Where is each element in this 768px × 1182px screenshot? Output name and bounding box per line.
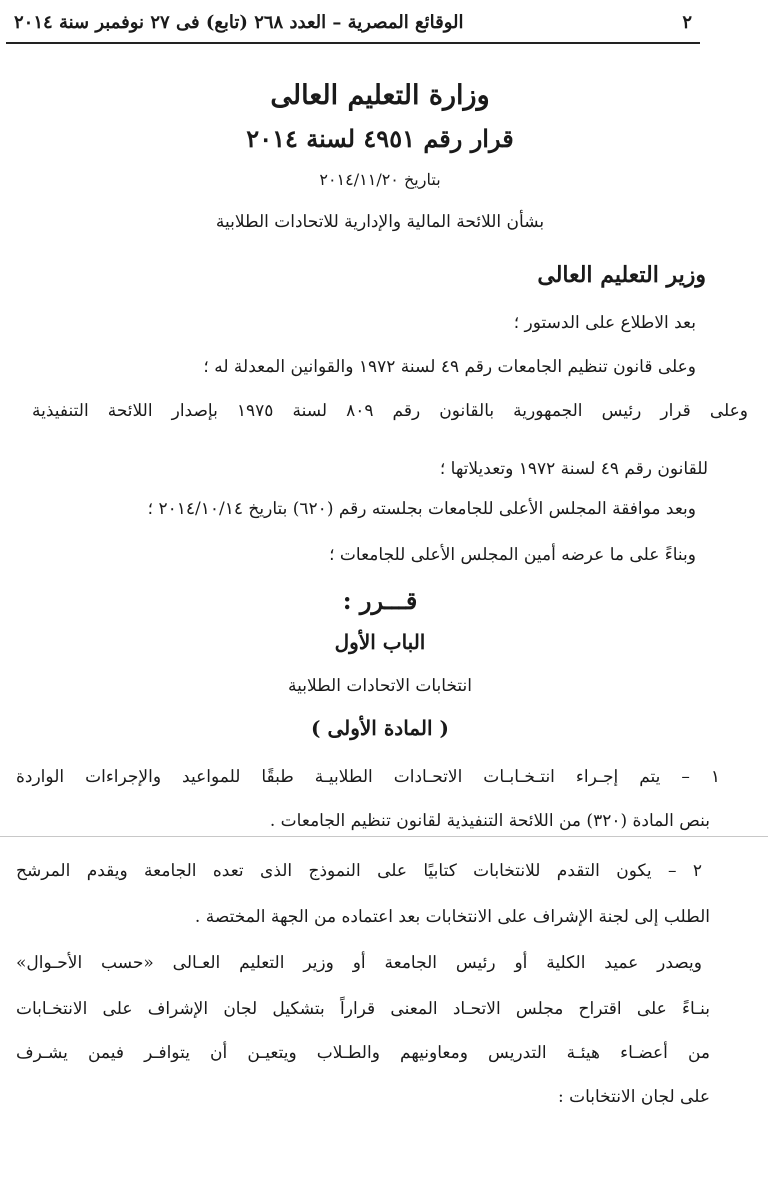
ministry-title: وزارة التعليم العالى: [270, 80, 490, 111]
clause-3-line: بنـاءً على اقتراح مجلس الاتحـاد المعنى قراراً بتشكيل لجان الإشراف على الانتخـابات: [16, 999, 710, 1019]
part-subtitle: انتخابات الاتحادات الطلابية: [287, 676, 473, 696]
part-title: الباب الأول: [334, 630, 426, 654]
minister-heading: وزير التعليم العالى: [537, 262, 706, 288]
publication-line: الوقائع المصرية – العدد ٢٦٨ (تابع) فى ٢٧ نوفمبر سنة ٢٠١٤: [14, 11, 464, 33]
preamble-line: وعلى قانون تنظيم الجامعات رقم ٤٩ لسنة ١٩٧٢ والقوانين المعدلة له ؛: [203, 357, 696, 377]
decree-subject: بشأن اللائحة المالية والإدارية للاتحادات الطلابية: [215, 212, 545, 232]
article-title: ( المادة الأولى ): [311, 716, 449, 740]
decree-date: بتاريخ ٢٠١٤/١١/٢٠: [319, 170, 441, 189]
preamble-line: وعلى قرار رئيس الجمهورية بالقانون رقم ٨٠٩ لسنة ١٩٧٥ بإصدار اللائحة التنفيذية: [32, 401, 748, 421]
clause-3-line: ويصدر عميد الكلية أو رئيس الجامعة أو وزير التعليم العـالى «حسب الأحـوال»: [16, 953, 702, 973]
clause-1-line: بنص المادة (٣٢٠) من اللائحة التنفيذية لقانون تنظيم الجامعات .: [269, 811, 710, 831]
clause-2-line: ٢ – يكون التقدم للانتخابات كتابيًا على النموذج الذى تعده الجامعة ويقدم المرشح: [16, 861, 702, 881]
clause-2-line: الطلب إلى لجنة الإشراف على الانتخابات بعد اعتماده من الجهة المختصة .: [194, 907, 710, 927]
clause-3-line: من أعضـاء هيئـة التدريس ومعاونيهم والطـلاب ويتعيـن أن يتوافـر فيمن يشـرف: [16, 1043, 710, 1063]
preamble-line: وبناءً على ما عرضه أمين المجلس الأعلى للجامعات ؛: [329, 545, 696, 565]
preamble-line: للقانون رقم ٤٩ لسنة ١٩٧٢ وتعديلاتها ؛: [439, 459, 708, 479]
preamble-line: وبعد موافقة المجلس الأعلى للجامعات بجلسته رقم (٦٢٠) بتاريخ ٢٠١٤/١٠/١٤ ؛: [147, 499, 696, 519]
decides-heading: قـــرر :: [342, 586, 418, 615]
scan-seam: [0, 836, 768, 837]
clause-1-line: ١ – يتم إجـراء انتـخـابـات الاتحـادات الطلابيـة طبقًا للمواعيد والإجراءات الواردة: [16, 767, 720, 787]
preamble-line: بعد الاطلاع على الدستور ؛: [513, 313, 696, 333]
header-divider: [6, 42, 700, 44]
page-header: [8, 4, 698, 40]
clause-3-line: على لجان الانتخابات :: [557, 1087, 710, 1107]
page-number: ٢: [682, 11, 692, 33]
decree-number: قرار رقم ٤٩٥١ لسنة ٢٠١٤: [246, 124, 514, 153]
